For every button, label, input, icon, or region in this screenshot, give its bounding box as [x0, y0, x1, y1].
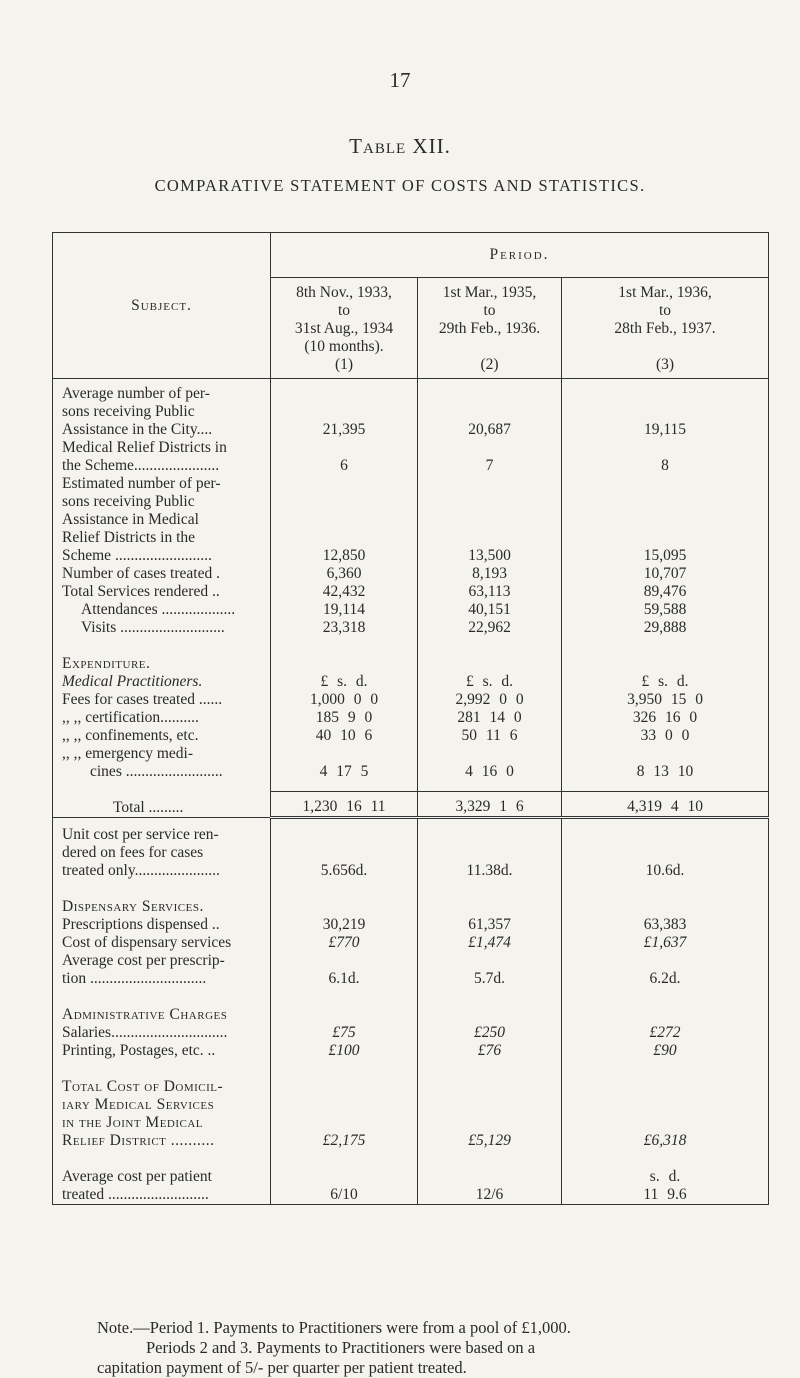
table-row: [53, 601, 769, 619]
cell: £272: [562, 1024, 769, 1042]
table-row: [53, 1024, 769, 1042]
period-1-end: 31st Aug., 1934: [294, 320, 394, 337]
cell: 3,329 1 6: [418, 791, 562, 818]
cell: £75: [271, 1024, 418, 1042]
cell: 23,318: [271, 619, 418, 637]
table-row: [53, 898, 769, 916]
cell: 40 10 6: [271, 727, 418, 745]
lsd-units: £ s. d.: [271, 673, 418, 691]
page-number: 17: [389, 68, 411, 92]
table-title: Table XII.: [349, 134, 451, 158]
cell: £2,175: [271, 1078, 418, 1150]
cell: 11.38d.: [418, 826, 562, 880]
cell: £6,318: [562, 1078, 769, 1150]
table-row: [53, 1042, 769, 1060]
period-3-number: (3): [655, 356, 675, 373]
cell: 19,114: [271, 601, 418, 619]
period-1-months: (10 months).: [304, 338, 384, 355]
cell: 22,962: [418, 619, 562, 637]
period-2-number: (2): [480, 356, 499, 373]
cell: 29,888: [562, 619, 769, 637]
header-row-period: [53, 233, 769, 278]
row-label-est-persons: Estimated number of per- sons receiving Public Assistance in Medical Relief Districts in the Scheme .........................: [53, 475, 271, 565]
table-row: [53, 1168, 769, 1205]
cell: 42,432: [271, 583, 418, 601]
row-label-avg-patient: Average cost per patient treated ..........................: [53, 1168, 271, 1205]
cell: 33 0 0: [562, 727, 769, 745]
cell: 10,707: [562, 565, 769, 583]
period-1-to: to: [337, 302, 351, 319]
row-label-salaries: Salaries..............................: [53, 1024, 271, 1042]
cell: 8 13 10: [562, 745, 769, 781]
row-label-visits: Visits ...........................: [53, 619, 271, 637]
cell: 89,476: [562, 583, 769, 601]
cell: 59,588: [562, 601, 769, 619]
table-row: [53, 1078, 769, 1150]
cell: 1,230 16 11: [271, 791, 418, 818]
table-row-total: [53, 791, 769, 818]
cell: £100: [271, 1042, 418, 1060]
cell: 19,115: [562, 385, 769, 439]
cell: 15,095: [562, 475, 769, 565]
cell: 3,950 15 0: [562, 691, 769, 709]
table-row: [53, 727, 769, 745]
table-row: [53, 745, 769, 781]
cell: 20,687: [418, 385, 562, 439]
cell: 10.6d.: [562, 826, 769, 880]
note-line-2: Periods 2 and 3. Payments to Practitioners were based on a: [146, 1338, 536, 1357]
cell: 4 17 5: [271, 745, 418, 781]
period-1-start: 8th Nov., 1933,: [296, 284, 392, 301]
table-row: [53, 916, 769, 934]
cell: 5.656d.: [271, 826, 418, 880]
header-period-2: [418, 278, 562, 379]
cell: 281 14 0: [418, 709, 562, 727]
row-label-total: Total .........: [53, 791, 271, 818]
cell: 326 16 0: [562, 709, 769, 727]
period-2-start: 1st Mar., 1935,: [442, 284, 537, 301]
cell: £76: [418, 1042, 562, 1060]
cell: 50 11 6: [418, 727, 562, 745]
cell: £250: [418, 1024, 562, 1042]
cell: s. d. 11 9.6: [562, 1168, 769, 1205]
cell: 2,992 0 0: [418, 691, 562, 709]
table-row: [53, 385, 769, 439]
table-row: [53, 673, 769, 691]
note-line-1: Note.—Period 1. Payments to Practitioners were from a pool of £1,000.: [97, 1318, 571, 1337]
row-label-attendances: Attendances ...................: [53, 601, 271, 619]
cell: 63,383: [562, 916, 769, 934]
cell: 40,151: [418, 601, 562, 619]
table-row: [53, 619, 769, 637]
lsd-units: £ s. d.: [562, 673, 769, 691]
footnote: [97, 1318, 747, 1378]
cell: £1,637: [562, 934, 769, 952]
row-label-prescriptions: Prescriptions dispensed ..: [53, 916, 271, 934]
period-3-start: 1st Mar., 1936,: [618, 284, 712, 301]
cell: 4,319 4 10: [562, 791, 769, 818]
cell: 6,360: [271, 565, 418, 583]
cell: 5.7d.: [418, 952, 562, 988]
table-row: [53, 709, 769, 727]
subsection-medical-practitioners: Medical Practitioners.: [53, 673, 271, 691]
cell: £1,474: [418, 934, 562, 952]
row-label-cases: Number of cases treated .: [53, 565, 271, 583]
table-row: [53, 952, 769, 988]
cell: £90: [562, 1042, 769, 1060]
row-label-services: Total Services rendered ..: [53, 583, 271, 601]
cell: 61,357: [418, 916, 562, 934]
cell: 12/6: [418, 1168, 562, 1205]
row-label-avg-persons-cont: Medical Relief Districts in the Scheme......................: [53, 439, 271, 475]
cell: 30,219: [271, 916, 418, 934]
cell: 6.1d.: [271, 952, 418, 988]
cell: 13,500: [418, 475, 562, 565]
note-line-3: capitation payment of 5/- per quarter per patient treated.: [97, 1358, 467, 1377]
header-period-1: [271, 278, 418, 379]
cell: 6.2d.: [562, 952, 769, 988]
section-admin: Administrative Charges: [53, 1006, 271, 1024]
table-row: [53, 475, 769, 565]
cell: £770: [271, 934, 418, 952]
row-label-certification: ,, ,, certification..........: [53, 709, 271, 727]
period-3-to: to: [658, 302, 672, 319]
cell: 6/10: [271, 1168, 418, 1205]
cell: 12,850: [271, 475, 418, 565]
cell: 7: [418, 439, 562, 475]
header-subject: Subject.: [53, 233, 271, 379]
period-2-end: 29th Feb., 1936.: [438, 320, 541, 337]
comparative-table: [52, 232, 769, 1205]
cell: 21,395: [271, 385, 418, 439]
table-row: [53, 655, 769, 673]
row-label-total-cost: Total Cost of Domicil- iary Medical Services in the Joint Medical Relief District ..........: [53, 1078, 271, 1150]
table-subtitle: COMPARATIVE STATEMENT OF COSTS AND STATISTICS.: [154, 176, 646, 195]
section-expenditure: Expenditure.: [53, 655, 271, 673]
row-label-unit-cost: Unit cost per service ren- dered on fees for cases treated only......................: [53, 826, 271, 880]
table-row: [53, 934, 769, 952]
cell: 4 16 0: [418, 745, 562, 781]
period-3-end: 28th Feb., 1937.: [614, 320, 716, 337]
table-row: [53, 691, 769, 709]
cell: 8: [562, 439, 769, 475]
row-label-fees-cases: Fees for cases treated ......: [53, 691, 271, 709]
cell: 6: [271, 439, 418, 475]
section-dispensary: Dispensary Services.: [53, 898, 271, 916]
row-label-dispensary-cost: Cost of dispensary services: [53, 934, 271, 952]
row-label-printing: Printing, Postages, etc. ..: [53, 1042, 271, 1060]
header-period-3: [562, 278, 769, 379]
row-label-avg-persons: Average number of per- sons receiving Public Assistance in the City....: [53, 385, 271, 439]
table-row: [53, 826, 769, 880]
period-1-number: (1): [334, 356, 354, 373]
table-row: [53, 1006, 769, 1024]
cell: 8,193: [418, 565, 562, 583]
row-label-emergency: ,, ,, emergency medi- cines .........................: [53, 745, 271, 781]
table-row: [53, 583, 769, 601]
period-2-to: to: [483, 302, 496, 319]
cell: 63,113: [418, 583, 562, 601]
row-label-confinements: ,, ,, confinements, etc.: [53, 727, 271, 745]
header-period: Period.: [271, 233, 769, 278]
cell: 185 9 0: [271, 709, 418, 727]
cell: 1,000 0 0: [271, 691, 418, 709]
table-row: [53, 565, 769, 583]
cell: £5,129: [418, 1078, 562, 1150]
row-label-avg-prescription: Average cost per prescrip- tion ..............................: [53, 952, 271, 988]
table-row: [53, 439, 769, 475]
lsd-units: £ s. d.: [418, 673, 562, 691]
